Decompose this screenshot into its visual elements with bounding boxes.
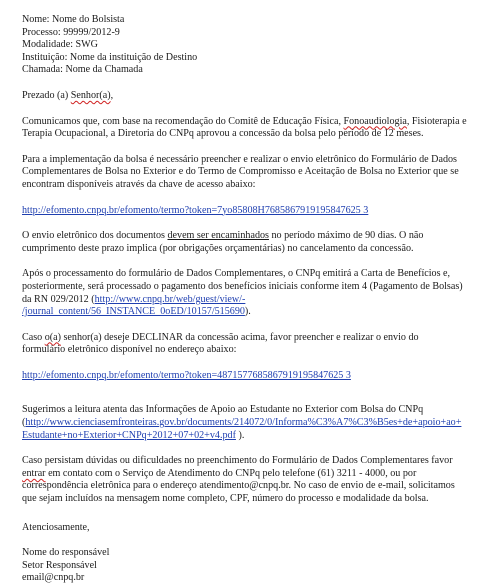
implementation-line-2: Complementares de Bolsa no Exterior e do Termo de Compromisso e Aceitação de Bolsa no Exterior que se — [22, 166, 459, 178]
implementation-line-1: Para a implementação da bolsa é necessário preencher e realizar o envio eletrônico do Formulário de Dados — [22, 153, 457, 165]
approval-line-2: Terapia Ocupacional, a Diretoria do CNPq aprovou a concessão da bolsa pelo período de 12 meses. — [22, 128, 424, 140]
header-processo: Processo: 99999/2012-9 — [22, 26, 120, 38]
contact-line-2: em contato com o Serviço de Atendimento do CNPq pelo telefone (61) 3211 - 4000, ou por — [45, 467, 417, 479]
closing: Atenciosamente, — [22, 521, 90, 533]
paragraph-decline — [22, 332, 489, 357]
paragraph-contact — [22, 455, 489, 505]
support-link-part-1[interactable]: http://www.cienciasemfronteiras.gov.br/documents/214072/0/Informa%C3%A7%C3%B5es+de+apoio+ao+ — [25, 417, 462, 429]
header-instituicao: Instituição: Nome da instituição de Destino — [22, 51, 198, 63]
signature-email: email@cnpq.br — [22, 572, 85, 584]
decline-oa: o(a) — [44, 331, 61, 343]
support-open: ( — [22, 417, 26, 429]
paragraph-support-info — [22, 404, 489, 442]
header-nome: Nome: Nome do Bolsista — [22, 14, 125, 25]
efomento-accept-link[interactable]: http://efomento.cnpq.br/efomento/termo?token=7yo85808H7685867919195847625 3 — [22, 204, 369, 216]
contact-entrar: entrar — [22, 467, 46, 479]
deadline-text-cont: no período máximo de 90 dias. O não — [268, 230, 424, 242]
implementation-line-3: encontram disponíveis através da chave de acesso abaixo: — [22, 178, 256, 190]
processing-rn: da RN 029/2012 ( — [22, 293, 95, 305]
header-chamada: Chamada: Nome da Chamada — [22, 64, 143, 76]
approval-text: Comunicamos que, com base na recomendação do Comitê de Educação Física, — [22, 115, 344, 127]
paragraph-approval — [22, 116, 489, 141]
contact-line-1: Caso persistam dúvidas ou dificuldades no preenchimento do Formulário de Dados Complementares favor — [22, 455, 453, 467]
approval-fonoaudiologia: Fonoaudiologia — [343, 115, 407, 127]
rn-link-part-2[interactable]: /journal_content/56_INSTANCE_0oED/10157/515690 — [22, 306, 245, 318]
recipient-header — [22, 14, 489, 77]
approval-text-cont: , Fisioterapia e — [406, 115, 467, 127]
greeting — [22, 90, 489, 103]
processing-line-2: posteriormente, será processado o pagamento dos benefícios iniciais conforme item 4 (Pagamento de Bolsas) — [22, 280, 463, 292]
processing-line-1: Após o processamento do formulário de Dados Complementares, o CNPq emitirá a Carta de Benefícios e, — [22, 268, 451, 280]
paragraph-processing — [22, 268, 489, 318]
efomento-decline-link[interactable]: http://efomento.cnpq.br/efomento/termo?token=4871577685867919195847625 3 — [22, 369, 351, 381]
signature-name: Nome do responsável — [22, 547, 110, 559]
deadline-text: O envio eletrônico dos documentos — [22, 230, 168, 242]
rn-link-part-1[interactable]: http://www.cnpq.br/web/guest/view/- — [94, 293, 246, 305]
support-line-1: Sugerimos a leitura atenta das Informações de Apoio ao Estudante no Exterior com Bolsa do CNPq — [22, 404, 424, 416]
processing-close: ). — [244, 306, 251, 318]
decline-text-cont: senhor(a) deseje DECLINAR da concessão acima, favor preencher e realizar o envio do — [60, 331, 419, 343]
paragraph-deadline — [22, 230, 489, 255]
greeting-suffix: , — [110, 89, 114, 101]
support-link-part-2[interactable]: Estudante+no+Exterior+CNPq+2012+07+02+v4.pdf — [22, 429, 236, 441]
signature — [22, 547, 489, 585]
support-close: ). — [235, 429, 245, 441]
decline-text: Caso — [22, 331, 45, 343]
contact-line-3: correspondência eletrônica para o endereço atendimento@cnpq.br. No caso de envio de e-mail, solicitamos — [22, 480, 455, 492]
contact-line-4: que sejam incluídos na mensagem nome completo, CPF, número do processo e modalidade da bolsa. — [22, 493, 429, 505]
signature-sector: Setor Responsável — [22, 559, 97, 571]
header-modalidade: Modalidade: SWG — [22, 39, 98, 51]
greeting-name: Senhor(a) — [70, 89, 111, 101]
deadline-line-2: cumprimento deste prazo implica (por obrigações orçamentárias) no cancelamento da concessão. — [22, 242, 414, 254]
decline-line-2: formulário eletrônico disponível no endereço abaixo: — [22, 344, 237, 356]
paragraph-implementation — [22, 154, 489, 192]
greeting-prefix: Prezado (a) — [22, 89, 71, 101]
deadline-underlined: devem ser encaminhados — [167, 230, 269, 242]
